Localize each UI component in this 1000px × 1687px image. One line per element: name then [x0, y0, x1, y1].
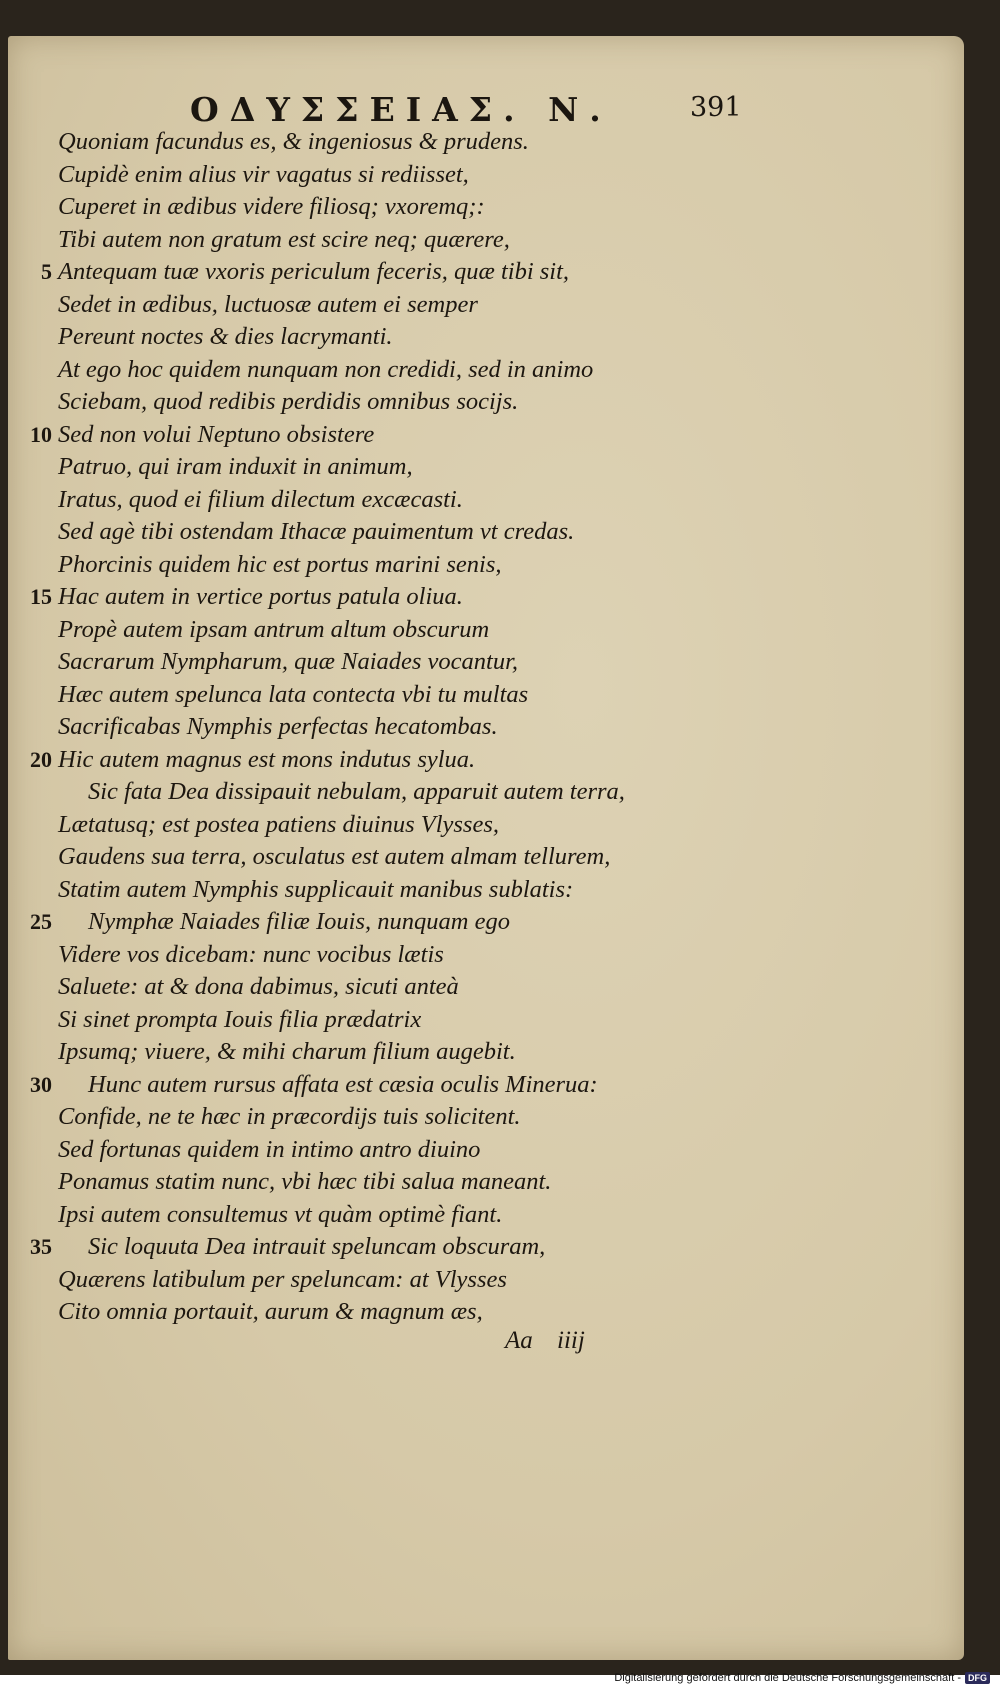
- line-text: Lætatusq; est postea patiens diuinus Vlysses,: [58, 810, 499, 838]
- line-number: 10: [30, 421, 52, 447]
- verse-line: [58, 874, 818, 907]
- line-text: Videre vos dicebam: nunc vocibus lætis: [58, 940, 444, 968]
- line-text: Antequam tuæ vxoris periculum feceris, quæ tibi sit,: [58, 258, 570, 285]
- verse-line: [58, 549, 818, 582]
- digitization-credit: [614, 1672, 990, 1684]
- verse-line: [58, 451, 818, 484]
- line-text: Sciebam, quod redibis perdidis omnibus socijs.: [58, 388, 519, 415]
- line-text: Nymphæ Naiades filiæ Iouis, nunquam ego: [88, 908, 510, 935]
- verse-line: [58, 516, 818, 549]
- line-number: 15: [30, 584, 52, 609]
- verse-text-block: [30, 126, 818, 1329]
- verse-line: [58, 1036, 818, 1069]
- verse-line: [58, 809, 818, 842]
- verse-line: [58, 776, 818, 809]
- line-text: Ipsi autem consultemus vt quàm optimè fiant.: [58, 1200, 503, 1228]
- verse-line: [58, 939, 818, 972]
- line-text: Sacrificabas Nymphis perfectas hecatombas.: [58, 713, 498, 740]
- verse-line: [58, 224, 818, 257]
- verse-line: [58, 1134, 818, 1167]
- line-text: Phorcinis quidem hic est portus marini senis,: [58, 550, 502, 578]
- line-number: 30: [30, 1071, 52, 1097]
- line-number: 5: [41, 259, 52, 284]
- line-number: 35: [30, 1234, 52, 1259]
- verse-line: [41, 256, 818, 289]
- verse-line: [58, 289, 818, 322]
- line-text: Quærens latibulum per speluncam: at Vlysses: [58, 1265, 507, 1293]
- verse-line: [30, 581, 818, 614]
- verse-line: [58, 484, 818, 517]
- signature-mark: Aa iiij: [505, 1327, 585, 1354]
- line-text: Cito omnia portauit, aurum & magnum æs,: [58, 1298, 483, 1325]
- running-title: ΟΔΥΣΣΕΙΑΣ. Ν.: [190, 90, 612, 129]
- line-text: Si sinet prompta Iouis filia prædatrix: [58, 1005, 422, 1033]
- verse-line: [58, 1264, 818, 1297]
- line-text: Pereunt noctes & dies lacrymanti.: [58, 323, 393, 350]
- line-text: Sed non volui Neptuno obsistere: [58, 420, 375, 448]
- verse-line: [58, 1004, 818, 1037]
- line-text: Tibi autem non gratum est scire neq; quærere,: [58, 225, 510, 253]
- verse-line: [30, 744, 818, 777]
- verse-line: [58, 841, 818, 874]
- line-text: Cupidè enim alius vir vagatus si rediisset,: [58, 160, 469, 188]
- line-text: Hic autem magnus est mons indutus sylua.: [58, 745, 476, 773]
- line-number: 25: [30, 909, 52, 934]
- verse-line: [58, 126, 818, 159]
- line-text: Cuperet in ædibus videre filiosq; vxoremq;:: [58, 193, 485, 220]
- page-number: 391: [690, 92, 742, 123]
- verse-line: [58, 354, 818, 387]
- line-text: Saluete: at & dona dabimus, sicuti anteà: [58, 973, 459, 1000]
- line-text: At ego hoc quidem nunquam non credidi, sed in animo: [58, 355, 594, 383]
- line-text: Confide, ne te hæc in præcordijs tuis solicitent.: [58, 1103, 521, 1130]
- line-number: 20: [30, 746, 52, 772]
- verse-line: [58, 614, 818, 647]
- verse-line: [58, 191, 818, 224]
- verse-line: [30, 906, 818, 939]
- line-text: Sic loquuta Dea intrauit speluncam obscuram,: [88, 1233, 546, 1260]
- verse-line: [58, 1199, 818, 1232]
- line-text: Ipsumq; viuere, & mihi charum filium augebit.: [58, 1038, 516, 1065]
- verse-line: [58, 679, 818, 712]
- line-text: Patruo, qui iram induxit in animum,: [58, 453, 413, 480]
- line-text: Propè autem ipsam antrum altum obscurum: [58, 615, 490, 643]
- dfg-logo: DFG: [965, 1672, 990, 1684]
- line-text: Hæc autem spelunca lata contecta vbi tu multas: [58, 680, 529, 708]
- verse-line: [58, 386, 818, 419]
- verse-line: [58, 159, 818, 192]
- verse-line: [58, 321, 818, 354]
- line-text: Sacrarum Nympharum, quæ Naiades vocantur,: [58, 648, 519, 675]
- verse-line: [30, 419, 818, 452]
- verse-line: [58, 646, 818, 679]
- verse-line: [30, 1231, 818, 1264]
- line-text: Gaudens sua terra, osculatus est autem almam tellurem,: [58, 843, 611, 870]
- verse-line: [58, 1296, 818, 1329]
- line-text: Hunc autem rursus affata est cæsia oculis Minerua:: [88, 1070, 598, 1098]
- page-header: [0, 90, 1000, 130]
- line-text: Statim autem Nymphis supplicauit manibus sublatis:: [58, 875, 574, 903]
- line-text: Ponamus statim nunc, vbi hæc tibi salua maneant.: [58, 1168, 552, 1195]
- line-text: Sedet in ædibus, luctuosæ autem ei semper: [58, 290, 478, 318]
- line-text: Sed fortunas quidem in intimo antro diuino: [58, 1135, 481, 1163]
- line-text: Quoniam facundus es, & ingeniosus & prudens.: [58, 128, 529, 155]
- verse-line: [58, 1166, 818, 1199]
- credit-text: Digitalisierung gefördert durch die Deutsche Forschungsgemeinschaft -: [614, 1672, 961, 1684]
- line-text: Hac autem in vertice portus patula oliua.: [58, 583, 463, 610]
- line-text: Sed agè tibi ostendam Ithacæ pauimentum vt credas.: [58, 518, 575, 545]
- verse-line: [30, 1069, 818, 1102]
- verse-line: [58, 1101, 818, 1134]
- line-text: Sic fata Dea dissipauit nebulam, apparuit autem terra,: [88, 778, 625, 805]
- verse-line: [58, 971, 818, 1004]
- line-text: Iratus, quod ei filium dilectum excæcasti.: [58, 485, 463, 513]
- verse-line: [58, 711, 818, 744]
